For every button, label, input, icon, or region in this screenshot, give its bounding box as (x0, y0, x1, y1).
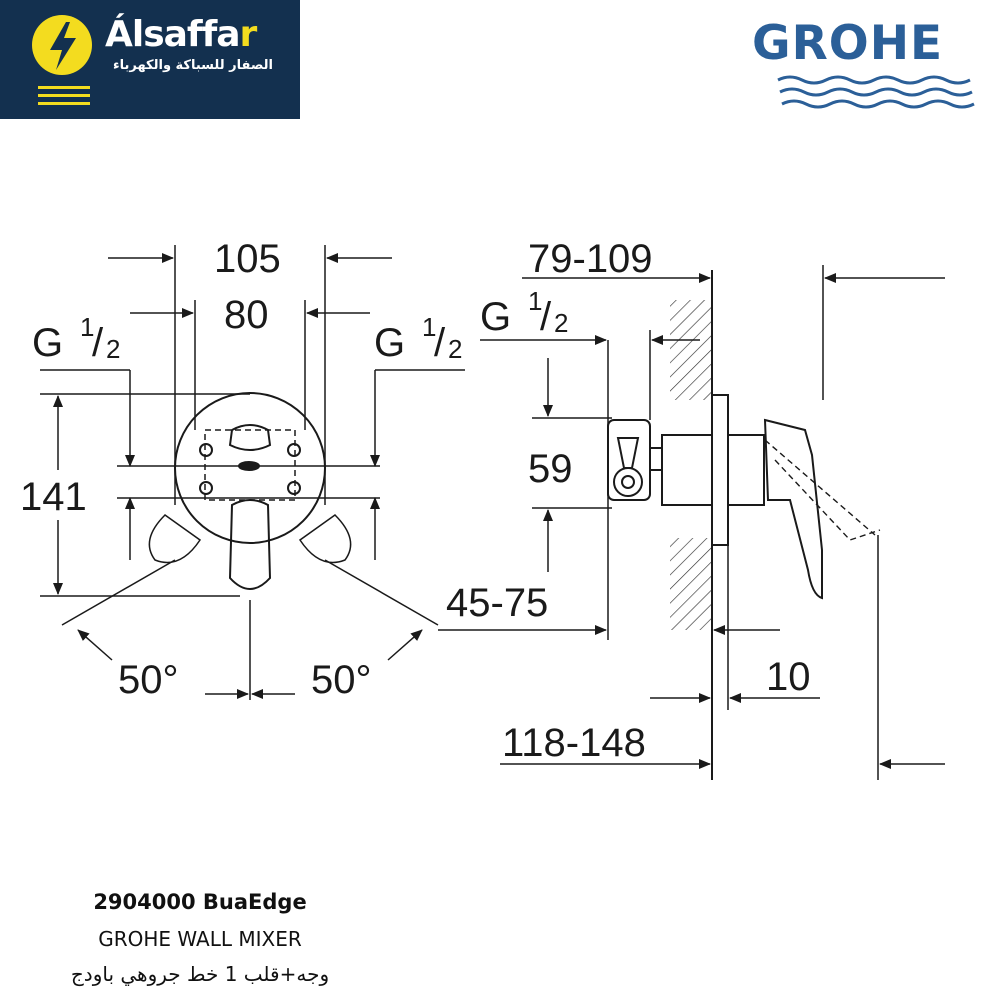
dim-angle-left: 50° (118, 658, 179, 702)
svg-text:/: / (540, 295, 552, 339)
svg-text:G: G (32, 321, 64, 365)
side-view (438, 265, 945, 780)
svg-text:2: 2 (106, 334, 121, 364)
svg-text:/: / (92, 321, 104, 365)
svg-text:G: G (480, 295, 512, 339)
product-title: 2904000 BuaEdge (93, 890, 307, 914)
product-arabic-description: وجه+قلب 1 خط جروهي باودج (70, 962, 330, 986)
dim-118-148: 118-148 (502, 721, 646, 765)
svg-text:G: G (374, 321, 406, 365)
dim-10: 10 (766, 655, 811, 699)
dim-59: 59 (528, 447, 573, 491)
dim-thread-right (374, 312, 462, 365)
product-subtitle: GROHE WALL MIXER (98, 927, 302, 951)
dim-angle-right: 50° (311, 658, 372, 702)
dim-141: 141 (20, 475, 87, 519)
logo-name: Álsaffar (105, 14, 257, 55)
handle-lever (230, 500, 270, 589)
dim-thread-left (32, 312, 120, 365)
dim-105: 105 (214, 237, 281, 281)
svg-text:1: 1 (422, 312, 437, 342)
svg-text:1: 1 (80, 312, 95, 342)
svg-text:/: / (434, 321, 446, 365)
dim-80: 80 (224, 293, 269, 337)
cover-plate (712, 395, 728, 545)
logo-arabic-tagline: الصفار للسباكة والكهرباء (112, 58, 273, 73)
svg-text:2: 2 (554, 308, 569, 338)
handle-top (230, 425, 270, 450)
dim-45-75: 45-75 (446, 581, 549, 625)
grohe-logo: GROHE (752, 16, 944, 71)
dim-thread-side (480, 286, 568, 339)
svg-text:1: 1 (528, 286, 543, 316)
svg-text:2: 2 (448, 334, 463, 364)
dim-79-109: 79-109 (528, 237, 653, 281)
